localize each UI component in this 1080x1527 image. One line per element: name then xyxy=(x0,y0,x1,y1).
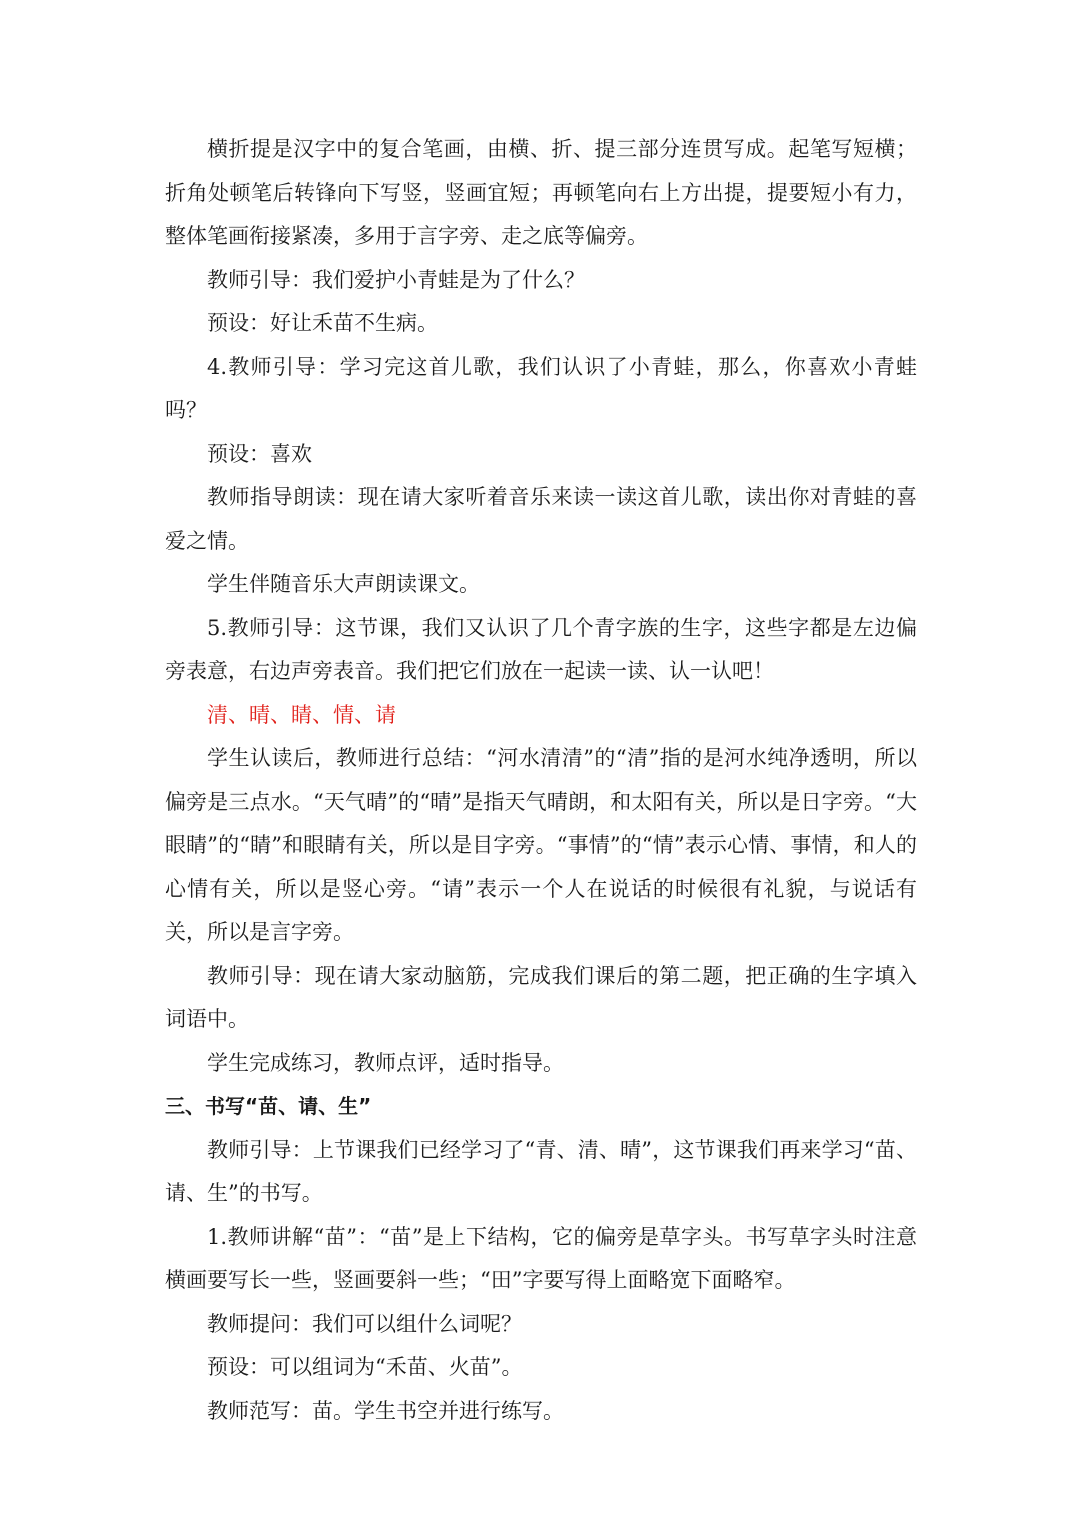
paragraph-exercise-done: 学生完成练习，教师点评，适时指导。 xyxy=(207,1050,564,1075)
paragraph-summary: 学生认读后，教师进行总结：“河水清清”的“清”指的是河水纯净透明，所以偏旁是三点水。“天气晴”的“晴”是指天气晴朗，和太阳有关，所以是日字旁。“大眼睛”的“睛”和眼睛有关，所以是目字旁。“事情”的“情”表示心情、事情，和人的心情有关，所以是竖心旁。“请”表示一个人在说话的时候很有礼貌，与说话有关，所以是言字旁。 xyxy=(165,746,917,944)
paragraph-preset-3: 预设：可以组词为“禾苗、火苗”。 xyxy=(207,1355,523,1379)
paragraph-step-4: 4.教师引导：学习完这首儿歌，我们认识了小青蛙，那么，你喜欢小青蛙吗？ xyxy=(165,354,917,422)
paragraph-teacher-question: 教师提问：我们可以组什么词呢？ xyxy=(207,1311,522,1336)
paragraph-preset-2: 预设：喜欢 xyxy=(207,441,312,466)
paragraph-reading-guide: 教师指导朗读：现在请大家听着音乐来读一读这首儿歌，读出你对青蛙的喜爱之情。 xyxy=(165,485,917,553)
highlighted-characters: 清、晴、睛、情、请 xyxy=(207,702,396,727)
paragraph-students-read: 学生伴随音乐大声朗读课文。 xyxy=(207,572,480,596)
paragraph-demo-writing: 教师范写：苗。学生书空并进行练写。 xyxy=(207,1398,564,1423)
section-heading-3: 三、书写“苗、请、生” xyxy=(165,1094,372,1118)
paragraph-stroke-explanation: 横折提是汉字中的复合笔画，由横、折、提三部分连贯写成。起笔写短横；折角处顿笔后转锋向下写竖，竖画宜短；再顿笔向右上方出提，提要短小有力，整体笔画衔接紧凑，多用于言字旁、走之底等偏旁。 xyxy=(165,137,917,248)
paragraph-step-5: 5.教师引导：这节课，我们又认识了几个青字族的生字，这些字都是左边偏旁表意，右边声旁表音。我们把它们放在一起读一读、认一认吧！ xyxy=(165,615,917,683)
paragraph-writing-intro: 教师引导：上节课我们已经学习了“青、清、晴”，这节课我们再来学习“苗、请、生”的书写。 xyxy=(165,1137,917,1205)
paragraph-preset-1: 预设：好让禾苗不生病。 xyxy=(207,311,438,335)
paragraph-teacher-guide-1: 教师引导：我们爱护小青蛙是为了什么？ xyxy=(207,267,585,292)
document-page xyxy=(165,128,917,1433)
paragraph-exercise-guide: 教师引导：现在请大家动脑筋，完成我们课后的第二题，把正确的生字填入词语中。 xyxy=(165,963,917,1031)
paragraph-miao-explanation: 1.教师讲解“苗”：“苗”是上下结构，它的偏旁是草字头。书写草字头时注意横画要写长一些，竖画要斜一些；“田”字要写得上面略宽下面略窄。 xyxy=(165,1224,917,1292)
